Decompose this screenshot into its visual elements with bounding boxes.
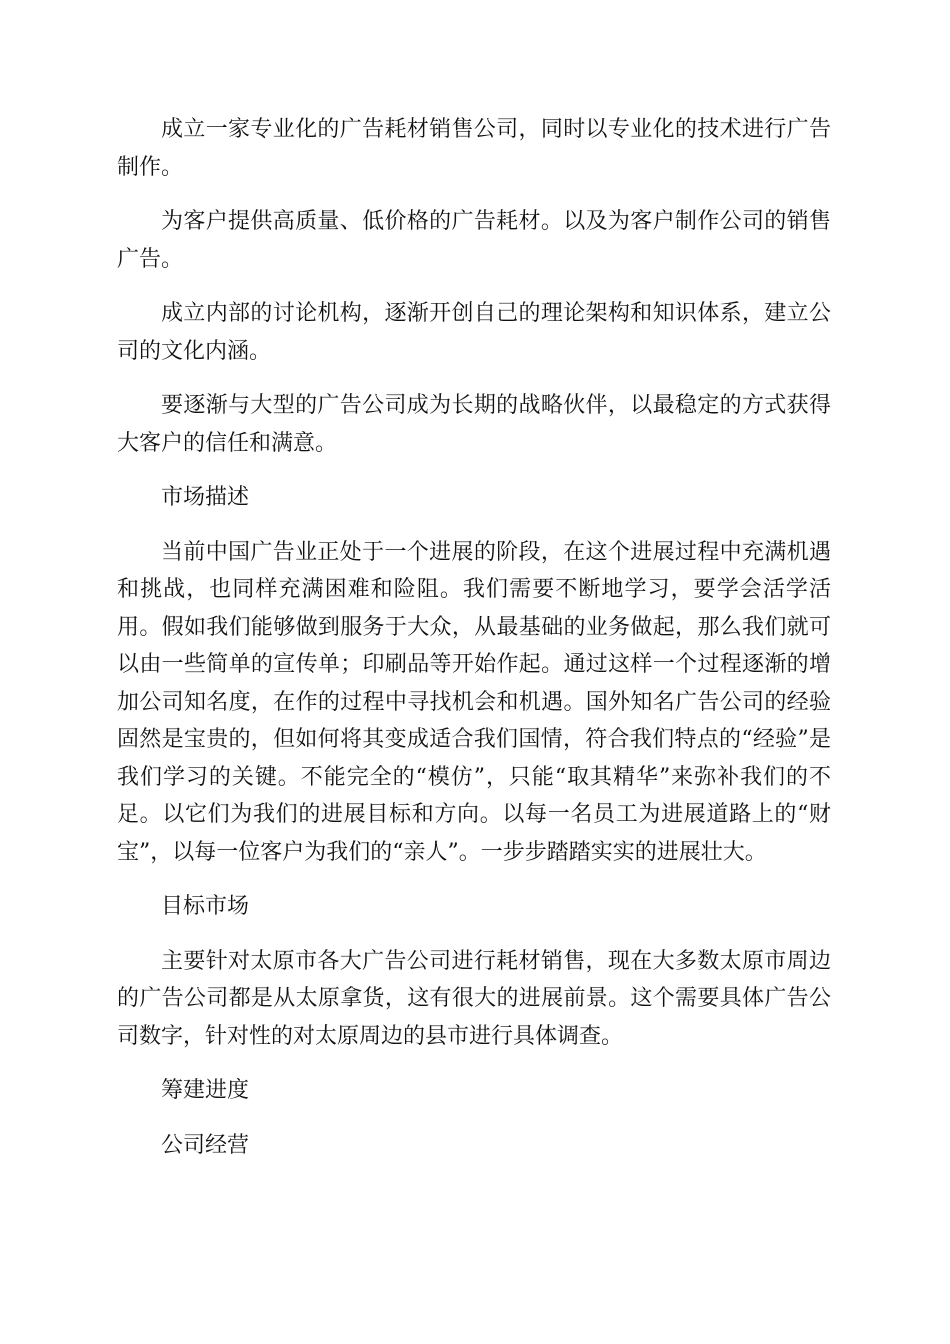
paragraph-company-setup: 成立一家专业化的广告耗材销售公司，同时以专业化的技术进行广告制作。 [117, 117, 831, 180]
paragraph-customer-service: 为客户提供高质量、低价格的广告耗材。以及为客户制作公司的销售广告。 [117, 209, 831, 272]
paragraph-strategic-partners: 要逐渐与大型的广告公司成为长期的战略伙伴，以最稳定的方式获得大客户的信任和满意。 [117, 393, 831, 456]
document-body [117, 111, 831, 1181]
paragraph-market-description: 当前中国广告业正处于一个进展的阶段，在这个进展过程中充满机遇和挑战，也同样充满困难和险阻。我们需要不断地学习，要学会活学活用。假如我们能够做到服务于大众，从最基础的业务做起，那么我们就可以由一些简单的宣传单；印刷品等开始作起。通过这样一个过程逐渐的增加公司知名度，在作的过程中寻找机会和机遇。国外知名广告公司的经验固然是宝贵的，但如何将其变成适合我们国情，符合我们特点的“经验”是我们学习的关键。不能完全的“模仿”，只能“取其精华”来弥补我们的不足。以它们为我们的进展目标和方向。以每一名员工为进展道路上的“财宝”，以每一位客户为我们的“亲人”。一步步踏踏实实的进展壮大。 [117, 539, 831, 865]
section-heading-market-description: 市场描述 [161, 485, 250, 510]
section-heading-company-operation: 公司经营 [161, 1132, 250, 1158]
paragraph-internal-research: 成立内部的讨论机构，逐渐开创自己的理论架构和知识体系，建立公司的文化内涵。 [117, 301, 831, 364]
paragraph-target-market: 主要针对太原市各大广告公司进行耗材销售，现在大多数太原市周边的广告公司都是从太原拿货，这有很大的进展前景。这个需要具体广告公司数字，针对性的对太原周边的县市进行具体调查。 [117, 948, 831, 1049]
section-heading-preparation-progress: 筹建进度 [161, 1078, 250, 1103]
section-heading-target-market: 目标市场 [161, 894, 250, 919]
